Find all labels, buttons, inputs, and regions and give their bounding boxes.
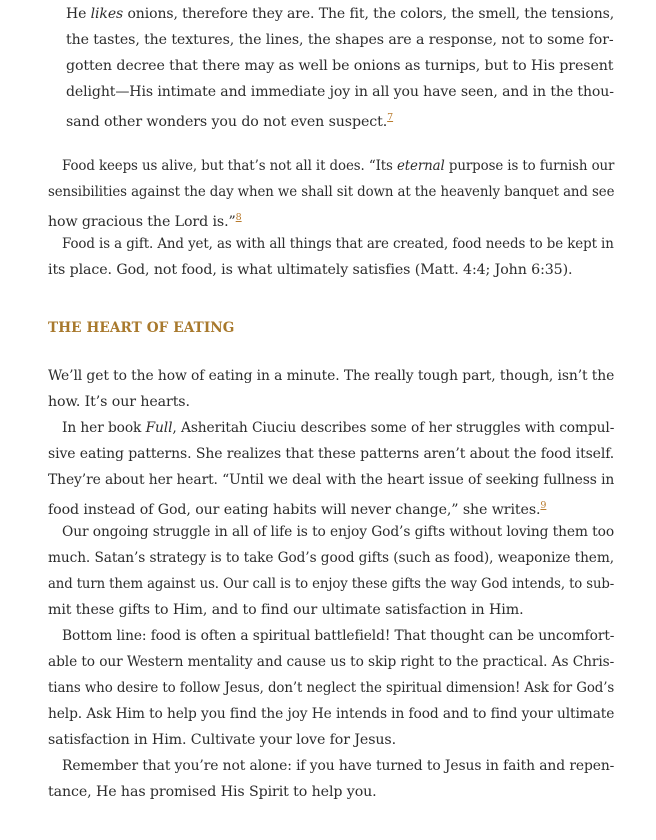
paragraph-line: Our ongoing struggle in all of life is to enjoy God’s gifts without loving them too <box>62 524 615 540</box>
emphasis-likes: likes <box>90 6 124 22</box>
quote-line-5: sand other wonders you do not even suspect.$^7$ <box>66 112 394 130</box>
paragraph-line: Food keeps us alive, but that’s not all it does. “Its eternal purpose is to furnish our <box>62 158 615 174</box>
paragraph-line: how gracious the Lord is.”$^8$ <box>48 212 242 230</box>
paragraph-line: Bottom line: food is often a spiritual battlefield! That thought can be uncomfort- <box>62 628 615 644</box>
quote-line-2: the tastes, the textures, the lines, the shapes are a response, not to some for- <box>66 32 614 48</box>
paragraph-line: In her book Full, Asheritah Ciuciu describes some of her struggles with compul- <box>62 420 615 436</box>
paragraph-line: sive eating patterns. She realizes that these patterns aren’t about the food itself. <box>48 446 615 462</box>
paragraph-line: help. Ask Him to help you find the joy He intends in food and to find your ultimate <box>48 706 615 722</box>
quote-line-4: delight—His intimate and immediate joy in all you have seen, and in the thou- <box>66 84 614 100</box>
footnote-link-9[interactable]: 9 <box>540 500 547 511</box>
book-title-full: Full <box>145 420 173 436</box>
paragraph-line: its place. God, not food, is what ultimately satisfies (Matt. 4:4; John 6:35). <box>48 262 573 278</box>
emphasis-eternal: eternal <box>396 158 445 174</box>
paragraph-line: how. It’s our hearts. <box>48 394 190 410</box>
paragraph-line: Food is a gift. And yet, as with all things that are created, food needs to be kept in <box>62 236 614 252</box>
paragraph-line: mit these gifts to Him, and to find our ultimate satisfaction in Him. <box>48 602 524 618</box>
paragraph-line: much. Satan’s strategy is to take God’s good gifts (such as food), weaponize them, <box>48 550 614 566</box>
paragraph-line: tians who desire to follow Jesus, don’t neglect the spiritual dimension! Ask for God’s <box>48 680 615 696</box>
paragraph-line: They’re about her heart. “Until we deal with the heart issue of seeking fullness in <box>48 472 615 488</box>
footnote-link-8[interactable]: 8 <box>235 212 242 223</box>
paragraph-line: satisfaction in Him. Cultivate your love for Jesus. <box>48 732 397 748</box>
paragraph-line: able to our Western mentality and cause us to skip right to the practical. As Chris- <box>48 654 615 670</box>
paragraph-line: and turn them against us. Our call is to enjoy these gifts the way God intends, to sub- <box>48 576 615 592</box>
footnote-link-7[interactable]: 7 <box>387 112 394 123</box>
paragraph-line: tance, He has promised His Spirit to help you. <box>48 784 377 800</box>
quote-line-1: He likes onions, therefore they are. The fit, the colors, the smell, the tensions, <box>66 6 615 22</box>
section-heading: THE HEART OF EATING <box>48 320 235 336</box>
paragraph-line: sensibilities against the day when we shall sit down at the heavenly banquet and see <box>48 184 615 200</box>
quote-line-3: gotten decree that there may as well be onions as turnips, but to His present <box>66 58 614 74</box>
paragraph-line: Remember that you’re not alone: if you have turned to Jesus in faith and repen- <box>62 758 615 774</box>
paragraph-line: We’ll get to the how of eating in a minute. The really tough part, though, isn’t the <box>48 368 615 384</box>
paragraph-line: food instead of God, our eating habits will never change,” she writes.$^9$ <box>48 500 547 518</box>
